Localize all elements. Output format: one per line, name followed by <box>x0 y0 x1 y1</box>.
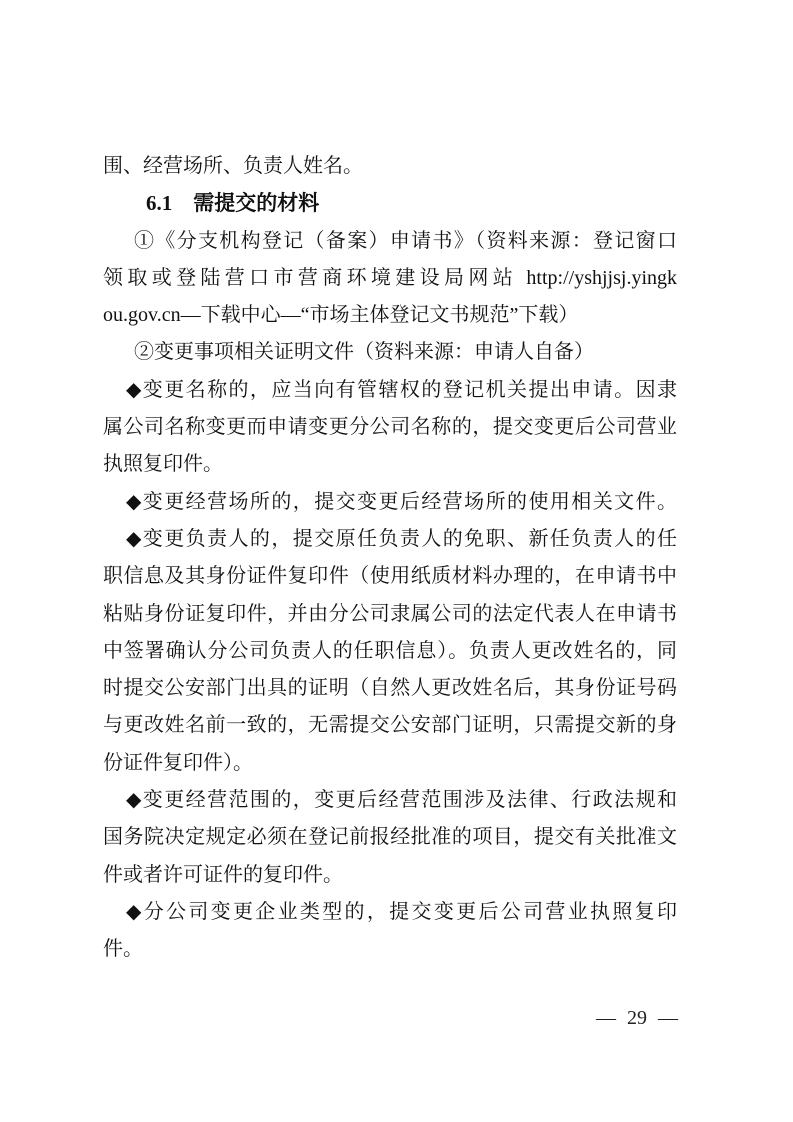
text-line: ◆分公司变更企业类型的，提交变更后公司营业执照复印 <box>126 900 677 923</box>
text-line: 件或者许可证件的复印件。 <box>103 863 343 886</box>
text-line: 中签署确认分公司负责人的任职信息）。负责人更改姓名的，同 <box>103 639 677 662</box>
text-line: 执照复印件。 <box>103 453 223 476</box>
text-line: ◆变更名称的，应当向有管辖权的登记机关提出申请。因隶 <box>126 378 677 401</box>
text-line: 属公司名称变更而申请变更分公司名称的，提交变更后公司营业 <box>103 416 677 439</box>
text-line: ①《分支机构登记（备案）申请书》（资料来源：登记窗口 <box>134 229 677 252</box>
page-number: — 29 — <box>596 1007 678 1029</box>
text-line: ◆变更经营范围的，变更后经营范围涉及法律、行政法规和 <box>126 789 677 812</box>
text-line: ②变更事项相关证明文件（资料来源：申请人自备） <box>134 341 594 364</box>
text-line: 与更改姓名前一致的，无需提交公安部门证明，只需提交新的身 <box>103 714 677 737</box>
text-line: 国务院决定规定必须在登记前报经批准的项目，提交有关批准文 <box>103 826 677 849</box>
text-line: 时提交公安部门出具的证明（自然人更改姓名后，其身份证号码 <box>103 677 677 700</box>
text-line: 粘贴身份证复印件，并由分公司隶属公司的法定代表人在申请书 <box>103 602 677 625</box>
document-body <box>103 148 677 969</box>
section-heading: 6.1 需提交的材料 <box>146 191 320 216</box>
text-line: ◆变更负责人的，提交原任负责人的免职、新任负责人的任 <box>126 527 677 550</box>
text-line: ◆变更经营场所的，提交变更后经营场所的使用相关文件。 <box>126 490 677 513</box>
text-line: 领取或登陆营口市营商环境建设局网站 http://yshjjsj.yingk <box>103 266 677 289</box>
text-line: 围、经营场所、负责人姓名。 <box>103 155 363 177</box>
text-line: ou.gov.cn—下载中心—“市场主体登记文书规范”下载） <box>103 304 579 327</box>
text-line: 份证件复印件）。 <box>103 751 253 774</box>
text-line: 职信息及其身份证件复印件（使用纸质材料办理的，在申请书中 <box>103 565 677 588</box>
text-line: 件。 <box>103 938 143 961</box>
